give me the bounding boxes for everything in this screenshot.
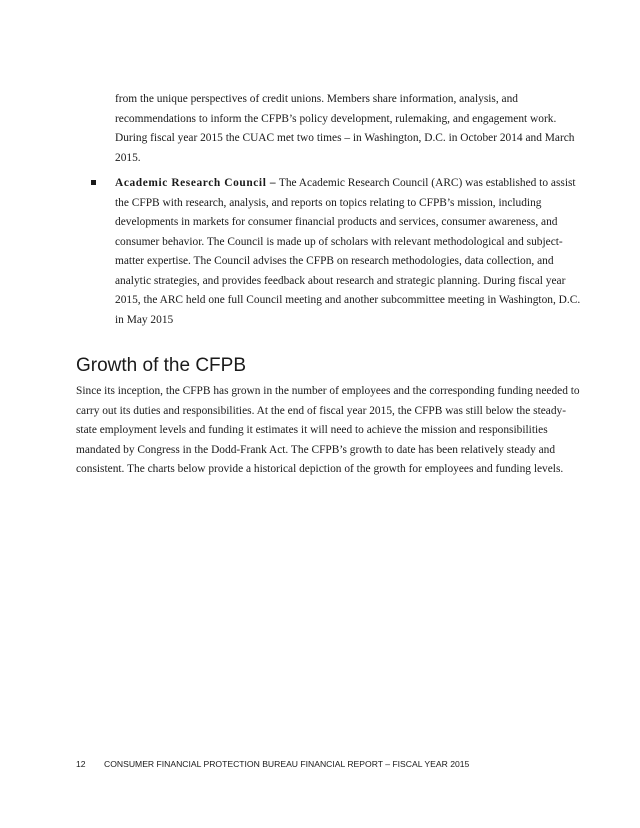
bullet-title: Academic Research Council – — [115, 177, 277, 189]
section-body-paragraph: Since its inception, the CFPB has grown in the number of employees and the corresponding funding needed to carry out its duties and responsibilities. At the end of fiscal year 2015, the CFPB was still below the steady-state employment levels and funding it estimates it will need to achieve the mission and responsibilities mandated by Congress in the Dodd-Frank Act. The CFPB’s growth to date has been relatively steady and consistent. The charts below provide a historical depiction of the growth for employees and funding levels. — [76, 385, 580, 475]
bullet-body: The Academic Research Council (ARC) was established to assist the CFPB with research, analysis, and reports on topics relating to CFPB’s mission, including developments in markets for consumer financial products and services, consumer awareness, and consumer behavior. The Council is made up of scholars with relevant methodological and subject-matter expertise. The Council advises the CFPB on research methodologies, data collection, and analytic strategies, and provides feedback about research and strategic planning. During fiscal year 2015, the ARC held one full Council meeting and another subcommittee meeting in Washington, D.C. in May 2015 — [115, 177, 581, 326]
footer-title: CONSUMER FINANCIAL PROTECTION BUREAU FINANCIAL REPORT – FISCAL YEAR 2015 — [104, 759, 470, 769]
square-bullet-icon — [91, 180, 96, 185]
page-number: 12 — [76, 759, 86, 769]
section-heading: Growth of the CFPB — [76, 355, 247, 376]
bullet-paragraph — [115, 174, 585, 330]
continuation-paragraph: from the unique perspectives of credit unions. Members share information, analysis, and recommendations to inform the CFPB’s policy development, rulemaking, and engagement work. During fiscal year 2015 the CUAC met two times – in Washington, D.C. in October 2014 and March 2015. — [115, 93, 575, 164]
page-footer — [76, 758, 469, 770]
